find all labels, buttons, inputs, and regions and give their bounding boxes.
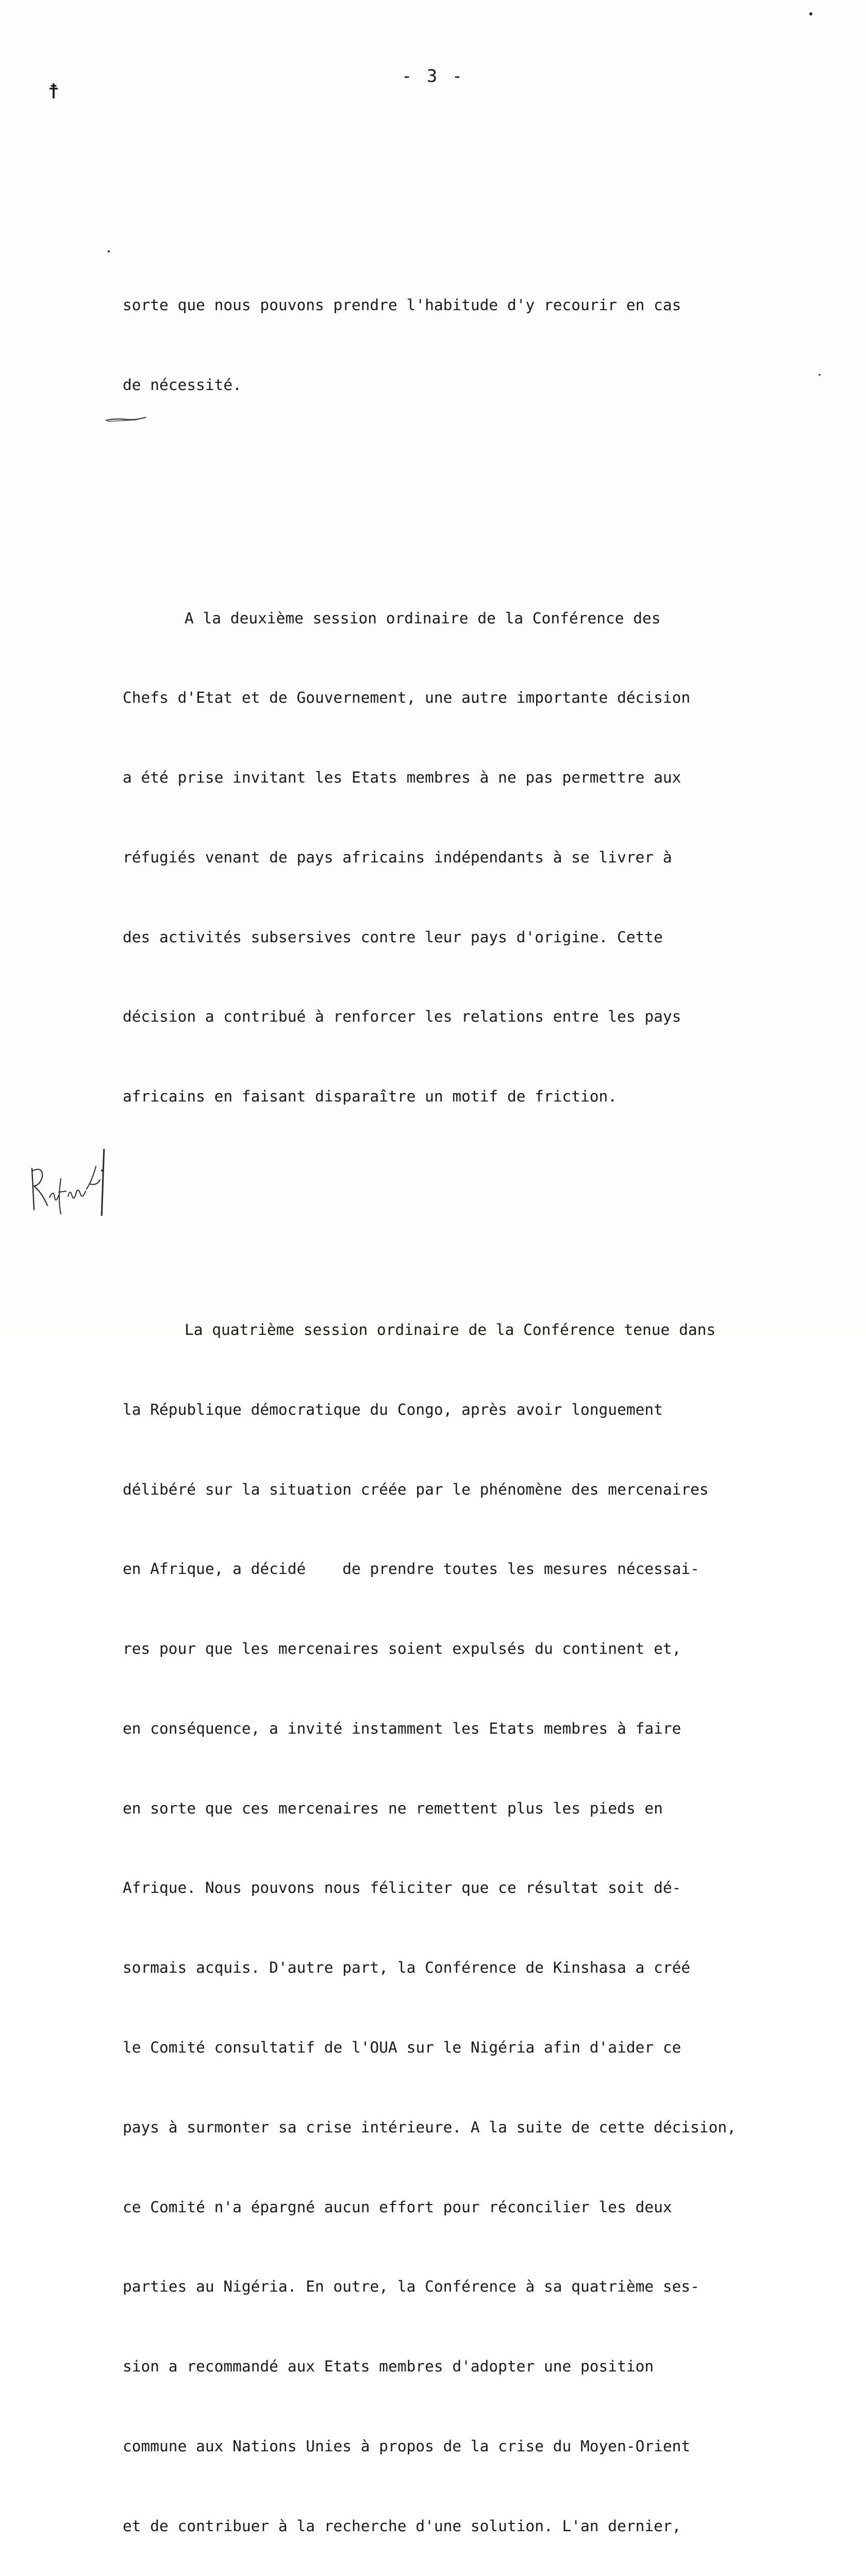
text-line: et de contribuer à la recherche d'une solution. L'an dernier, [123, 2517, 681, 2535]
text-line: la République démocratique du Congo, après avoir longuement [123, 1400, 663, 1418]
pen-dash-mark [105, 415, 147, 422]
text-line: en sorte que ces mercenaires ne remettent plus les pieds en [123, 1799, 663, 1817]
text-line: sion a recommandé aux Etats membres d'adopter une position [123, 2358, 654, 2376]
text-line: parties au Nigéria. En outre, la Conférence à sa quatrième ses- [123, 2278, 700, 2296]
paragraph-3 [123, 1264, 834, 2576]
text-line: sorte que nous pouvons prendre l'habitude d'y recourir en cas [123, 296, 681, 314]
margin-mark: ☨ [47, 80, 60, 104]
text-line: africains en faisant disparaître un motif de friction. [123, 1088, 618, 1106]
text-line: A la deuxième session ordinaire de la Conférence des [185, 609, 661, 627]
text-line: La quatrième session ordinaire de la Conférence tenue dans [185, 1320, 716, 1338]
paragraph-2 [123, 552, 834, 1163]
text-line: Afrique. Nous pouvons nous féliciter que ce résultat soit dé- [123, 1879, 681, 1897]
text-line: a été prise invitant les Etats membres à ne pas permettre aux [123, 769, 681, 787]
text-line: le Comité consultatif de l'OUA sur le Nigéria afin d'aider ce [123, 2038, 681, 2056]
text-line: pays à surmonter sa crise intérieure. A la suite de cette décision, [123, 2118, 736, 2136]
text-line: Chefs d'Etat et de Gouvernement, une autre importante décision [123, 689, 691, 707]
text-line: en Afrique, a décidé de prendre toutes les mesures nécessai- [123, 1560, 700, 1578]
text-line: réfugiés venant de pays africains indépendants à se livrer à [123, 848, 672, 866]
text-line: en conséquence, a invité instamment les Etats membres à faire [123, 1719, 681, 1737]
ink-speck [108, 250, 110, 252]
text-line: décision a contribué à renforcer les relations entre les pays [123, 1008, 681, 1026]
text-line: de nécessité. [123, 376, 242, 394]
text-line: ce Comité n'a épargné aucun effort pour réconcilier les deux [123, 2198, 672, 2216]
text-line: res pour que les mercenaires soient expulsés du continent et, [123, 1640, 681, 1658]
text-line: commune aux Nations Unies à propos de la crise du Moyen-Orient [123, 2437, 691, 2455]
ink-speck [809, 12, 812, 15]
body-text [123, 159, 834, 2576]
text-line: sormais acquis. D'autre part, la Conférence de Kinshasa a créé [123, 1959, 691, 1977]
text-line: délibéré sur la situation créée par le phénomène des mercenaires [123, 1480, 709, 1498]
page-number: - 3 - [401, 66, 465, 87]
paragraph-1 [123, 239, 834, 452]
handwritten-annotation-icon [25, 1148, 107, 1225]
text-line: des activités subsersives contre leur pays d'origine. Cette [123, 928, 663, 946]
